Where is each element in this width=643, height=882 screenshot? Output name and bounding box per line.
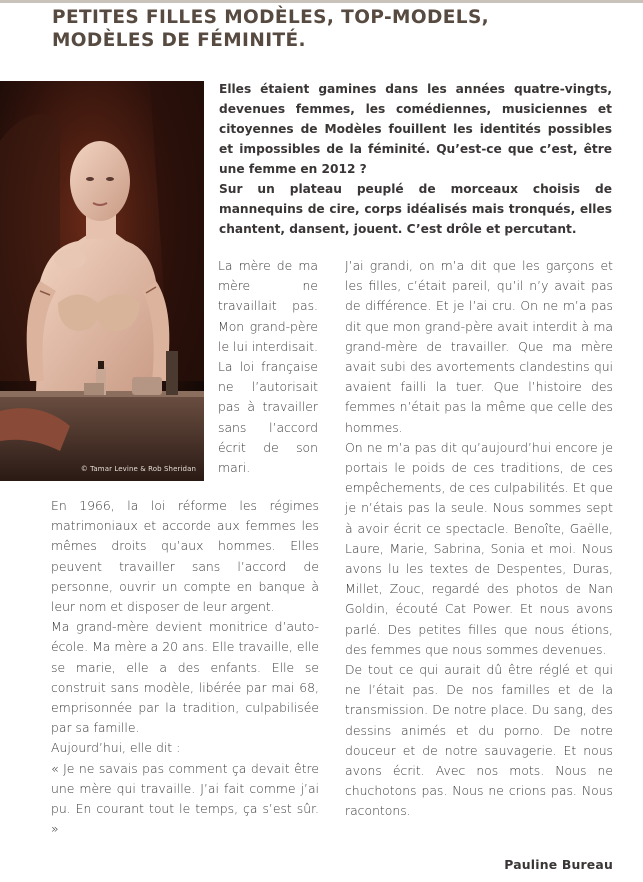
- lead-text-2: Sur un plateau peuplé de morceaux choisis de mannequins de cire, corps idéalisés mais tronqués, elles chantent, dansent, jouent. C’est drôle et percutant.: [219, 182, 612, 236]
- body-paragraph: Aujourd’hui, elle dit :: [51, 740, 181, 756]
- article-photo: [0, 81, 204, 481]
- body-paragraph: La mère de ma mère ne travaillait pas. Mon grand-père le lui interdisait. La loi française ne l’autorisait pas à travailler sans l’accord écrit de son mari.: [218, 258, 318, 476]
- quote-paragraph: « Je ne savais pas comment ça devait être une mère qui travaille. J’ai fait comme j’ai pu. En courant tout le temps, ça s’est sûr. »: [51, 760, 319, 837]
- column-left-narrow: [218, 256, 318, 478]
- lead-paragraph: [219, 79, 612, 239]
- body-paragraph: En 1966, la loi réforme les régimes matrimoniaux et accorde aux femmes les mêmes droits qu’aux hommes. Elles peuvent travailler sans l’accord de personne, ouvrir un compte en banque à leur nom et disposer de leur argent.: [51, 498, 319, 615]
- title-line-1: PETITES FILLES MODÈLES, TOP-MODELS,: [52, 7, 490, 28]
- column-left: [51, 496, 319, 839]
- body-paragraph: On ne m’a pas dit qu’aujourd’hui encore je portais le poids de ces traditions, de ces empêchements, de ces culpabilités. Et que je n’étais pas la seule. Nous sommes sept à avoir écrit ce spectacle. Benoîte, Gaëlle, Laure, Marie, Sabrina, Sonia et moi. Nous avons lu les textes de Despentes, Duras, Millet, Zouc, regardé des photos de Nan Goldin, écouté Cat Power. Et nous avons parlé. Des petites filles que nous étions, des femmes que nous sommes devenues.: [345, 439, 613, 657]
- photo-credit: © Tamar Levine & Rob Sheridan: [80, 465, 196, 473]
- lead-text-1: Elles étaient gamines dans les années quatre-vingts, devenues femmes, les comédiennes, musiciennes et citoyennes de Modèles fouillent les identités possibles et impossibles de la féminité. Qu’est-ce que c’est, être une femme en 2012 ?: [219, 82, 612, 176]
- article-title: [52, 6, 612, 52]
- body-paragraph: J’ai grandi, on m’a dit que les garçons et les filles, c’était pareil, qu’il n’y avait pas de différence. Et je l’ai cru. On ne m’a pas dit que mon grand-père avait interdit à ma grand-mère de travailler. Que ma mère avait subi des avortements clandestins qui avaient failli la tuer. Que l’histoire des femmes n’était pas la même que celle des hommes.: [345, 258, 613, 435]
- title-line-2: MODÈLES DE FÉMINITÉ.: [52, 30, 306, 51]
- body-paragraph: De tout ce qui aurait dû être réglé et qui ne l’était pas. De nos familles et de la transmission. De notre place. Du sang, des dessins animés et du porno. De notre douceur et de notre sauvagerie. Et nous avons écrit. Avec nos mots. Nous ne chuchotons pas. Nous ne crions pas. Nous racontons.: [345, 662, 613, 819]
- body-paragraph: Ma grand-mère devient monitrice d’auto-école. Ma mère a 20 ans. Elle travaille, elle se marie, elle a des enfants. Elle se construit sans modèle, libérée par mai 68, emprisonnée par la tradition, culpabilisée par sa famille.: [51, 619, 319, 736]
- column-right: [345, 256, 613, 822]
- photo-illustration: [0, 81, 204, 481]
- author-signature: Pauline Bureau: [504, 857, 613, 872]
- top-rule: [0, 0, 643, 3]
